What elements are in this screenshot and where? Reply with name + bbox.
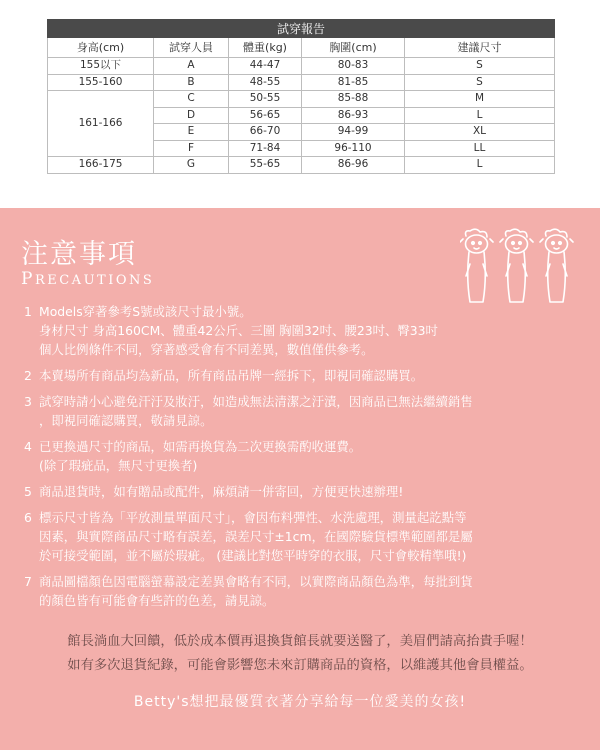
table-title-row	[48, 20, 555, 38]
note-number: 2	[24, 368, 32, 383]
footer-messages	[0, 630, 600, 711]
note-7	[24, 572, 584, 610]
note-number: 4	[24, 439, 32, 454]
weight-cell: 56-65	[229, 107, 302, 124]
header-weight: 體重(kg)	[229, 38, 302, 58]
header-size: 建議尺寸	[405, 38, 555, 58]
note-number: 5	[24, 484, 32, 499]
bust-cell: 80-83	[302, 58, 405, 75]
tester-cell: G	[154, 157, 229, 174]
footer-line-1: 館長淌血大回饋，低於成本價再退換貨館長就要送醫了，美眉們請高抬貴手喔！	[67, 634, 533, 649]
note-line: 已更換過尺寸的商品，如需再換貨為二次更換需酌收運費。	[39, 439, 362, 454]
tester-cell: F	[154, 140, 229, 157]
table-header-row	[48, 38, 555, 58]
height-cell: 155-160	[48, 74, 154, 91]
fit-report-table	[47, 19, 555, 174]
note-6	[24, 508, 584, 565]
header-bust: 胸圍(cm)	[302, 38, 405, 58]
bust-cell: 96-110	[302, 140, 405, 157]
bust-cell: 86-93	[302, 107, 405, 124]
bust-cell: 94-99	[302, 124, 405, 141]
note-line: 本賣場所有商品均為新品，所有商品吊牌一經拆下，即視同確認購買。	[39, 368, 424, 383]
table-title: 試穿報告	[48, 20, 555, 38]
note-4	[24, 437, 584, 475]
weight-cell: 55-65	[229, 157, 302, 174]
note-line: 標示尺寸皆為「平放測量單面尺寸」，會因布料彈性、水洗處理，測量起訖點等	[39, 510, 467, 525]
height-cell: 155以下	[48, 58, 154, 75]
size-cell: S	[405, 74, 555, 91]
weight-cell: 50-55	[229, 91, 302, 108]
subtitle-rest: RECAUTIONS	[34, 273, 155, 288]
note-line: 身材尺寸 身高160CM、體重42公斤、三圍 胸圍32吋、腰23吋、臀33吋	[39, 323, 438, 338]
note-3	[24, 392, 584, 430]
subtitle-initial: P	[21, 269, 35, 289]
note-5	[24, 482, 584, 501]
tester-cell: C	[154, 91, 229, 108]
size-cell: XL	[405, 124, 555, 141]
tester-cell: D	[154, 107, 229, 124]
note-2	[24, 366, 584, 385]
note-number: 3	[24, 394, 32, 409]
table-row	[48, 157, 555, 174]
note-line: 因素，與實際商品尺寸略有誤差，誤差尺寸±1cm，在國際驗貨標準範圍都是屬	[39, 529, 473, 544]
weight-cell: 66-70	[229, 124, 302, 141]
precautions-title: 注意事項	[21, 239, 137, 270]
size-cell: LL	[405, 140, 555, 157]
sheep-mascot-icon	[540, 229, 573, 302]
size-cell: L	[405, 107, 555, 124]
sheep-mascots-illustration	[460, 228, 580, 306]
size-cell: M	[405, 91, 555, 108]
precaution-notes	[24, 302, 584, 617]
note-line: 商品圖檔顏色因電腦螢幕設定差異會略有不同，以實際商品顏色為準，每批到貨	[39, 574, 473, 589]
table-row	[48, 91, 555, 108]
note-line: ，即視同確認購買，敬請見諒。	[39, 413, 213, 428]
height-cell: 161-166	[48, 91, 154, 157]
sheep-mascot-icon	[500, 229, 533, 302]
note-number: 1	[24, 304, 32, 319]
weight-cell: 44-47	[229, 58, 302, 75]
height-cell: 166-175	[48, 157, 154, 174]
header-tester: 試穿人員	[154, 38, 229, 58]
note-number: 6	[24, 510, 32, 525]
header-height: 身高(cm)	[48, 38, 154, 58]
weight-cell: 48-55	[229, 74, 302, 91]
tester-cell: A	[154, 58, 229, 75]
bust-cell: 81-85	[302, 74, 405, 91]
size-cell: S	[405, 58, 555, 75]
note-line: Models穿著參考S號或該尺寸最小號。	[39, 304, 252, 319]
table-row	[48, 58, 555, 75]
footer-line-2: 如有多次退貨紀錄，可能會影響您未來訂購商品的資格，以維護其他會員權益。	[67, 658, 533, 673]
note-line: (除了瑕疵品，無尺寸更換者)	[39, 458, 198, 473]
size-cell: L	[405, 157, 555, 174]
note-line: 的顏色皆有可能會有些許的色差，請見諒。	[39, 593, 275, 608]
note-line: 於可接受範圍，並不屬於瑕疵。 (建議比對您平時穿的衣服，尺寸會較精準哦!)	[39, 548, 467, 563]
note-line: 商品退貨時，如有贈品或配件，麻煩請一併寄回，方便更快速辦理!	[39, 484, 404, 499]
tester-cell: B	[154, 74, 229, 91]
table-row	[48, 74, 555, 91]
note-line: 個人比例條件不同，穿著感受會有不同差異，數值僅供參考。	[39, 342, 374, 357]
precautions-subtitle	[21, 269, 154, 289]
footer-slogan: Betty's想把最優質衣著分享給每一位愛美的女孩!	[133, 694, 467, 710]
precautions-panel	[0, 208, 600, 750]
note-number: 7	[24, 574, 32, 589]
weight-cell: 71-84	[229, 140, 302, 157]
bust-cell: 85-88	[302, 91, 405, 108]
bust-cell: 86-96	[302, 157, 405, 174]
tester-cell: E	[154, 124, 229, 141]
note-1	[24, 302, 584, 359]
sheep-mascot-icon	[460, 229, 493, 302]
note-line: 試穿時請小心避免汗汙及妝汙，如造成無法清潔之汙漬，因商品已無法繼續銷售	[39, 394, 473, 409]
